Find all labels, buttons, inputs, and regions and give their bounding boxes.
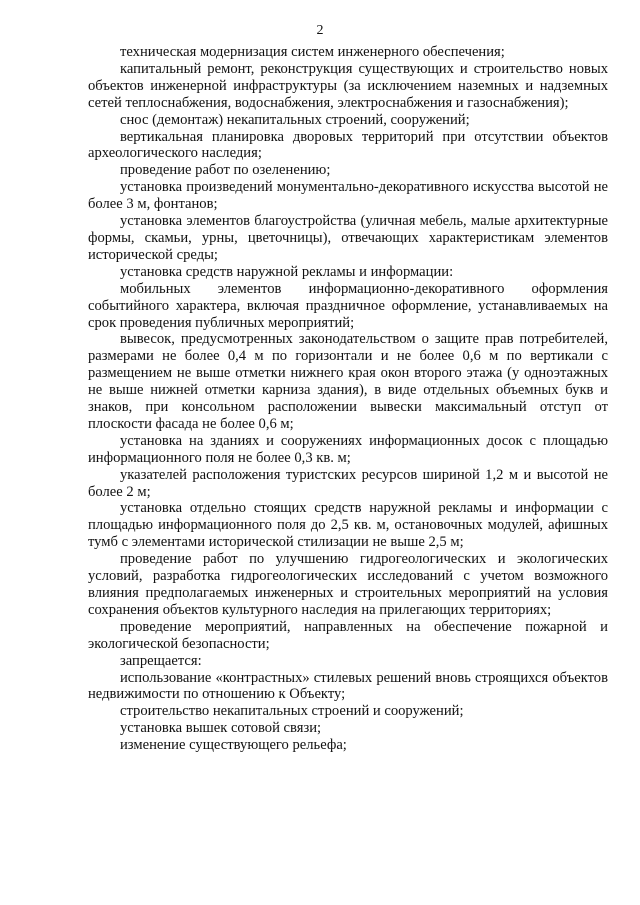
paragraph: техническая модернизация систем инженерного обеспечения; [120, 44, 505, 60]
paragraph: вывесок, предусмотренных законодательством о защите прав потребителей, размерами не более 0,4 м по горизонтали и не более 0,6 м по вертикали с размещением не выше отметки нижнего края окон второго этажа (у одноэтажных не выше нижней отметки карниза здания), в виде отдельных объемных букв и знаков, при консольном расположении вывески максимальный отступ от плоскости фасада не более 0,6 м; [88, 331, 608, 432]
paragraph: установка на зданиях и сооружениях информационных досок с площадью информационного поля не более 0,3 кв. м; [88, 432, 608, 466]
paragraph: капитальный ремонт, реконструкция существующих и строительство новых объектов инженерной инфраструктуры (за исключением наземных и надземных сетей теплоснабжения, водоснабжения, электроснабжения и газоснабжения); [88, 60, 608, 111]
paragraph: установка вышек сотовой связи; [120, 720, 322, 737]
paragraph: установка произведений монументально-декоративного искусства высотой не более 3 м, фонтанов; [88, 179, 608, 213]
paragraph: проведение работ по улучшению гидрогеологических и экологических условий, разработка гидрогеологических исследований с учетом возможного влияния предполагаемых инженерных и строительных мероприятий на условия сохранения объектов культурного наследия на прилегающих территориях; [88, 551, 608, 618]
paragraph: установка элементов благоустройства (уличная мебель, малые архитектурные формы, скамьи, урны, цветочницы), отвечающих характеристикам элементов исторической среды; [88, 213, 608, 263]
paragraph: вертикальная планировка дворовых территорий при отсутствии объектов археологического наследия; [88, 128, 608, 162]
paragraph: строительство некапитальных строений и сооружений; [120, 703, 464, 720]
paragraph: использование «контрастных» стилевых решений вновь строящихся объектов недвижимости по отношению к Объекту; [88, 669, 608, 703]
paragraph: изменение существующего рельефа; [120, 737, 347, 754]
paragraph: проведение мероприятий, направленных на обеспечение пожарной и экологической безопасности; [88, 618, 608, 652]
document-body [88, 44, 608, 754]
page-number: 2 [316, 23, 324, 38]
paragraph: мобильных элементов информационно-декоративного оформления событийного характера, включая праздничное оформление, устанавливаемых на срок проведения публичных мероприятий; [88, 280, 608, 331]
paragraph: проведение работ по озеленению; [120, 162, 331, 179]
paragraph: указателей расположения туристских ресурсов шириной 1,2 м и высотой не более 2 м; [88, 466, 608, 500]
paragraph: снос (демонтаж) некапитальных строений, сооружений; [120, 111, 470, 128]
paragraph: установка средств наружной рекламы и информации: [120, 263, 454, 280]
paragraph: установка отдельно стоящих средств наружной рекламы и информации с площадью информационного поля до 2,5 кв. м, остановочных модулей, афишных тумб с элементами исторической стилизации не выше 2,5 м; [88, 500, 608, 551]
paragraph: запрещается: [120, 652, 202, 669]
